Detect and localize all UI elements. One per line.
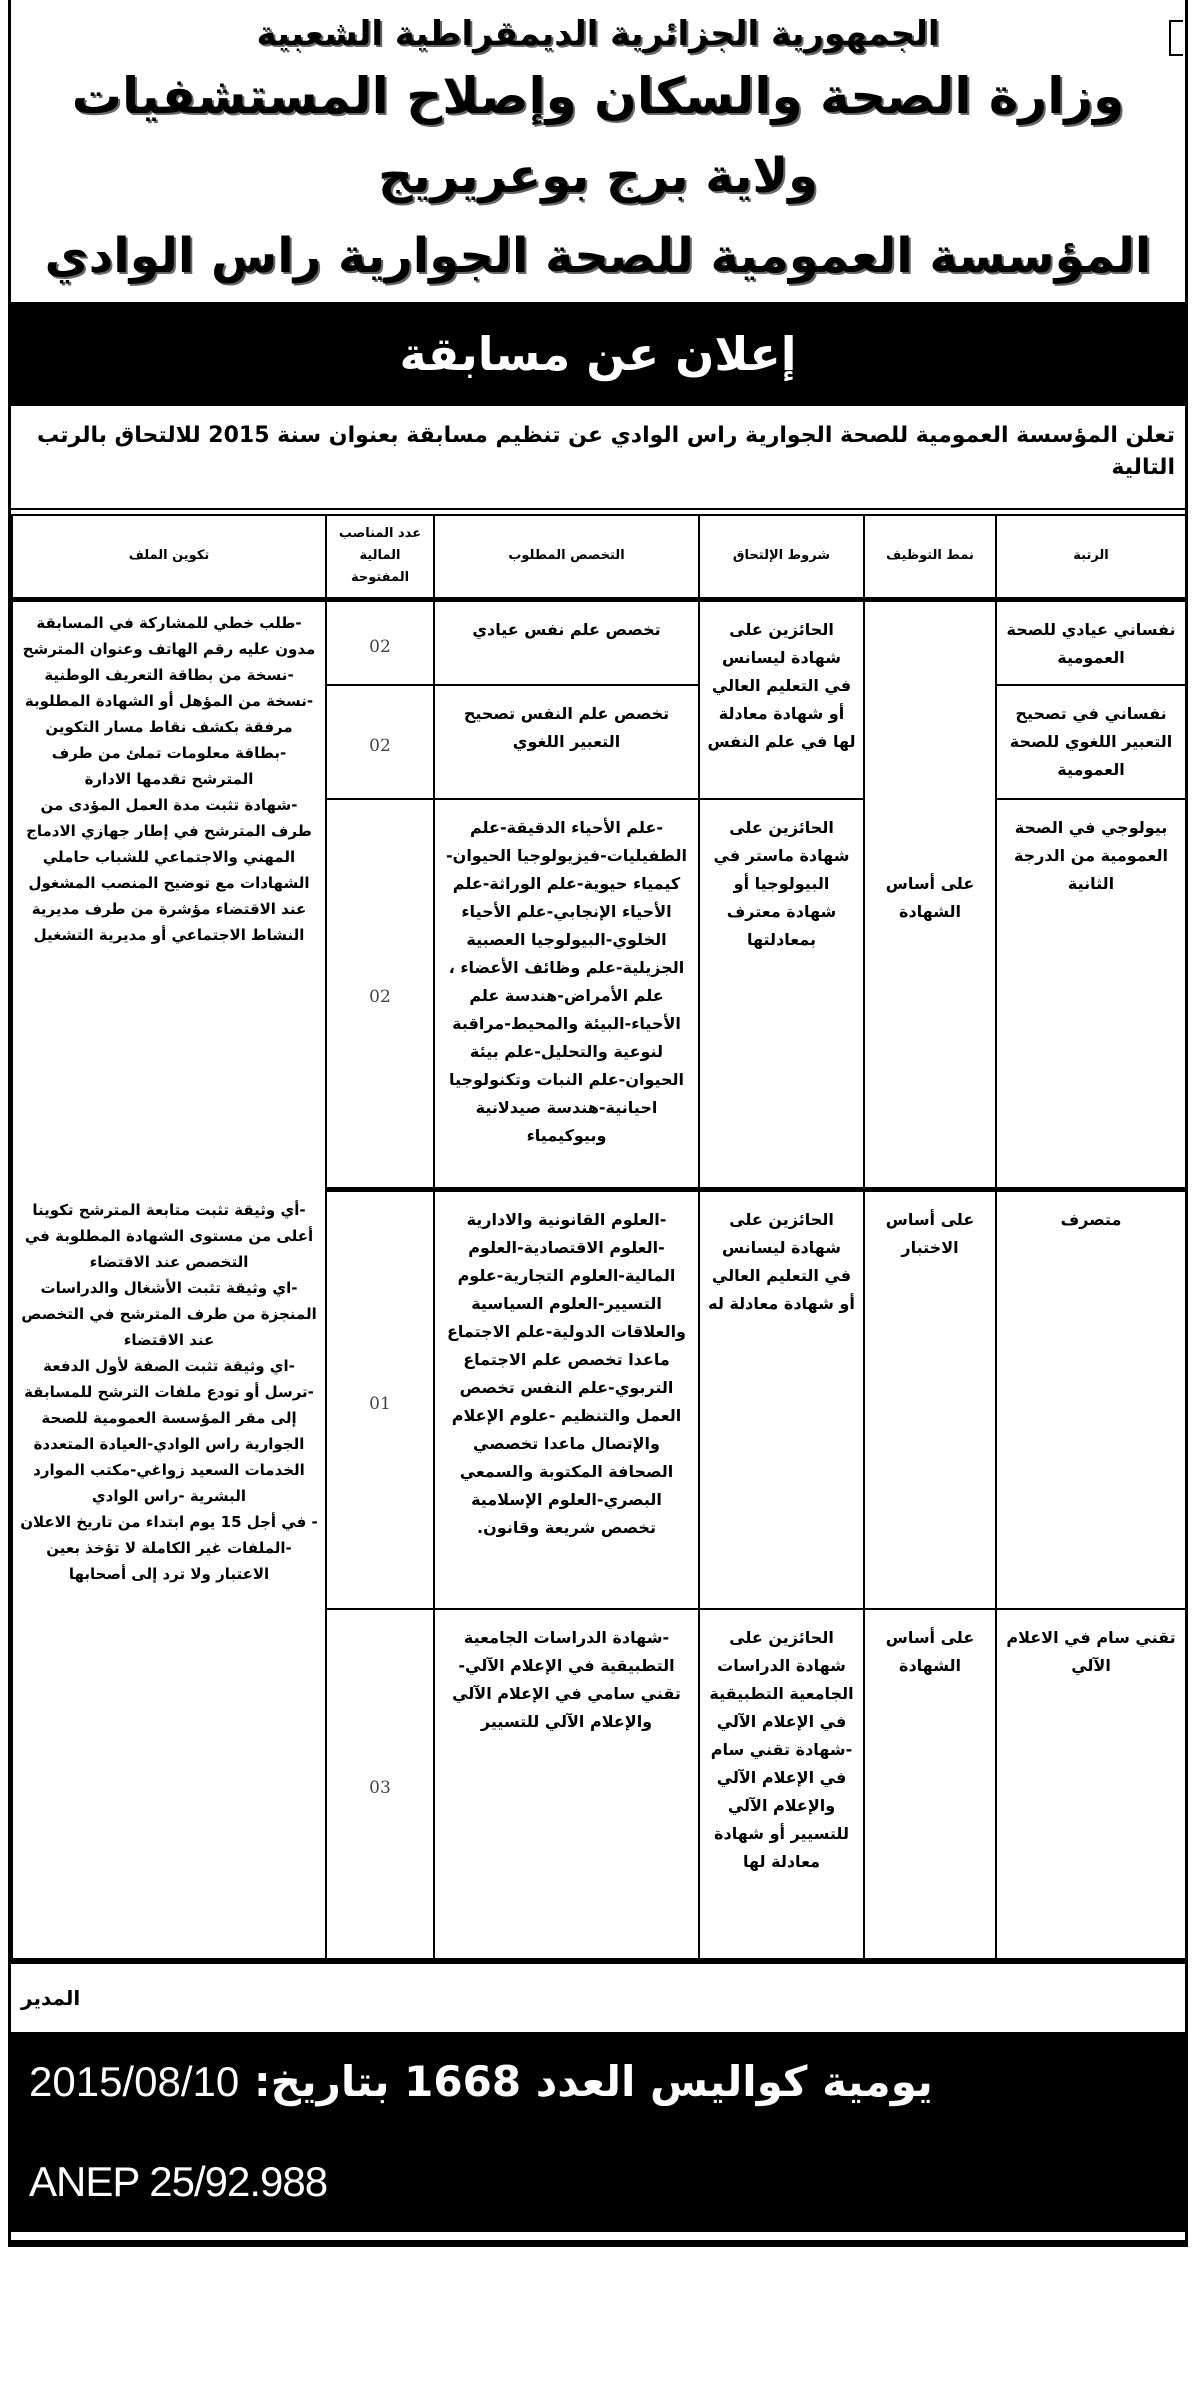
positions-cell: 01 <box>326 1189 434 1609</box>
file-requirements-cell <box>12 599 326 1189</box>
file-item: -شهادة تثبت مدة العمل المؤدى من طرف المترشح في إطار جهازي الادماج المهني والاجتماعي للشباب حاملي الشهادات مع توضيح المنصب المشغول عند الاقتضاء مؤشرة من طرف مديرية النشاط الاجتماعي أو مديرية التشغيل <box>26 795 312 944</box>
col-header-rank: الرتبة <box>996 515 1186 599</box>
table-row <box>12 1189 1186 1609</box>
rank-cell: نفساني في تصحيح التعبير اللغوي للصحة العمومية <box>996 685 1186 799</box>
col-header-conditions: شروط الإلتحاق <box>699 515 864 599</box>
specialty-cell: -العلوم القانونية والادارية -العلوم الاقتصادية-العلوم المالية-العلوم التجارية-علوم التسيير-العلوم السياسية والعلاقات الدولية-علم الاجتماع ماعدا تخصص علم الاجتماع التربوي-علم النفس تخصص العمل والتنظيم -علوم الإعلام والإتصال ماعدا تخصصي الصحافة المكتوبة والسمعي البصري-العلوم الإسلامية تخصص شريعة وقانون. <box>434 1189 699 1609</box>
announcement-banner: إعلان عن مسابقة <box>11 302 1185 406</box>
recruitment-mode-cell: على أساس الاختبار <box>864 1189 996 1609</box>
intro-text: تعلن المؤسسة العمومية للصحة الجوارية راس الوادي عن تنظيم مسابقة بعنوان سنة 2015 للالتحاق بالرتب التالية <box>11 406 1185 510</box>
col-header-recruitment-mode: نمط التوظيف <box>864 515 996 599</box>
positions-cell: 03 <box>326 1609 434 1959</box>
header-wilaya: ولاية برج بوعريريج <box>378 148 818 204</box>
header-institution: المؤسسة العمومية للصحة الجوارية راس الوادي <box>44 228 1152 284</box>
table-row <box>12 599 1186 685</box>
positions-cell: 02 <box>326 599 434 685</box>
signature-director: المدير <box>21 1986 81 2010</box>
file-item: -نسخة من بطاقة التعريف الوطنية <box>44 665 294 684</box>
file-item: -نسخة من المؤهل أو الشهادة المطلوبة مرفقة بكشف نقاط مسار التكوين <box>24 691 314 736</box>
header-ministry: وزارة الصحة والسكان وإصلاح المستشفيات <box>71 67 1125 125</box>
specialty-cell: تخصص علم نفس عيادي <box>434 599 699 685</box>
bottom-rule <box>11 2240 1185 2244</box>
file-item: -أي وثيقة تثبت متابعة المترشح تكوينا أعلى من مستوى الشهادة المطلوبة في التخصص عند الاقتضاء <box>24 1201 314 1271</box>
conditions-cell: الحائزين على شهادة ماستر في البيولوجيا أو شهادة معترف بمعادلتها <box>699 799 864 1189</box>
conditions-cell: الحائزين على شهادة ليسانس في التعليم العالي أو شهادة معادلة لها في علم النفس <box>699 599 864 799</box>
signature-row <box>11 1960 1185 2032</box>
col-header-positions: عدد المناصب المالية المفتوحة <box>326 515 434 599</box>
corner-mark <box>1169 20 1183 56</box>
file-item: -اي وثيقة تثبت الأشغال والدراسات المنجزة من طرف المترشح في التخصص عند الاقتضاء <box>21 1279 317 1349</box>
file-requirements-cell-continued <box>12 1189 326 1959</box>
recruitment-mode-cell <box>864 599 996 1189</box>
rank-cell: بيولوجي في الصحة العمومية من الدرجة الثانية <box>996 799 1186 1189</box>
anep-reference: ANEP 25/92.988 <box>29 2158 328 2205</box>
newspaper-label: يومية كواليس العدد 1668 بتاريخ: <box>253 2057 933 2106</box>
file-item: -بطاقة معلومات تملئ من طرف المترشح تقدمها الادارة <box>51 743 287 788</box>
conditions-cell: الحائزين على شهادة ليسانس في التعليم العالي أو شهادة معادلة له <box>699 1189 864 1609</box>
positions-cell: 02 <box>326 799 434 1189</box>
positions-table <box>11 514 1187 1960</box>
rank-cell: نفساني عيادي للصحة العمومية <box>996 599 1186 685</box>
conditions-cell: الحائزين على شهادة الدراسات الجامعية التطبيقية في الإعلام الآلي -شهادة تقني سام في الإعلام الآلي والإعلام الآلي للتسيير أو شهادة معادلة لها <box>699 1609 864 1959</box>
file-item: -طلب خطي للمشاركة في المسابقة مدون عليه رقم الهاتف وعنوان المترشح <box>22 613 316 658</box>
file-item: - في أجل 15 يوم ابتداء من تاريخ الاعلان <box>20 1513 318 1531</box>
file-item: -الملفات غير الكاملة لا تؤخذ بعين الاعتبار ولا ترد إلى أصحابها <box>46 1539 292 1583</box>
recruitment-mode-cell: على أساس الشهادة <box>864 1609 996 1959</box>
specialty-cell: -شهادة الدراسات الجامعية التطبيقية في الإعلام الآلي-تقني سامي في الإعلام الآلي والإعلام الآلي للتسيير <box>434 1609 699 1959</box>
rank-cell: تقني سام في الاعلام الآلي <box>996 1609 1186 1959</box>
table-header-row <box>12 515 1186 599</box>
footer-band <box>11 2032 1185 2232</box>
header-republic: الجمهورية الجزائرية الديمقراطية الشعبية <box>256 14 940 54</box>
positions-cell: 02 <box>326 685 434 799</box>
recruitment-mode-text: على أساس الشهادة <box>885 874 975 921</box>
col-header-specialty: التخصص المطلوب <box>434 515 699 599</box>
rank-cell: متصرف <box>996 1189 1186 1609</box>
document-frame <box>8 0 1188 2247</box>
col-header-file: تكوين الملف <box>12 515 326 599</box>
specialty-cell: -علم الأحياء الدقيقة-علم الطفيليات-فيزيولوجيا الحيوان-كيمياء حيوية-علم الوراثة-علم الأحياء الإنجابي-علم الأحياء الخلوي-البيولوجيا العصبية الجزيلية-علم وظائف الأعضاء ، علم الأمراض-هندسة علم الأحياء-البيئة والمحيط-مراقبة لنوعية والتحليل-علم بيئة الحيوان-علم النبات وتكنولوجيا احيانية-هندسة صيدلانية وبيوكيمياء <box>434 799 699 1189</box>
newspaper-reference <box>29 2032 933 2132</box>
specialty-cell: تخصص علم النفس تصحيح التعبير اللغوي <box>434 685 699 799</box>
file-item: -ترسل أو تودع ملفات الترشح للمسابقة إلى مقر المؤسسة العمومية للصحة الجوارية راس الوادي-العيادة المتعددة الخدمات السعيد زواغي-مكتب الموارد البشرية -راس الوادي <box>24 1383 314 1505</box>
file-item: -اي وثيقة تثبت الصفة لأول الدفعة <box>43 1357 295 1375</box>
publication-date: 2015/08/10 <box>29 2058 240 2105</box>
